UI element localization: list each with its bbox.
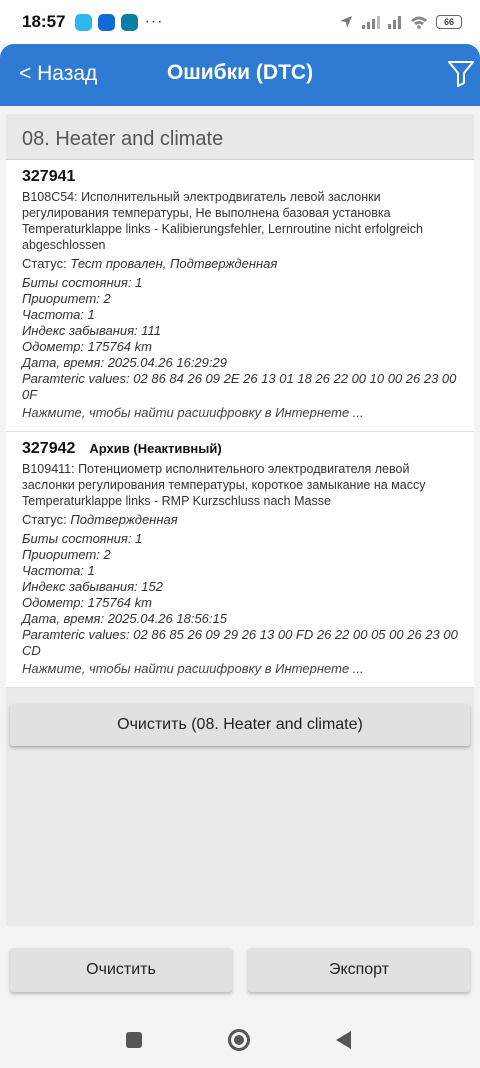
error-datetime: Дата, время: 2025.04.26 16:29:29 <box>22 355 227 370</box>
error-code: 327942 <box>22 440 76 457</box>
error-item[interactable] <box>6 160 474 432</box>
page-title: Ошибки (DTC) <box>166 61 314 84</box>
export-button[interactable]: Экспорт <box>248 948 470 992</box>
clear-button[interactable]: Очистить <box>10 948 232 992</box>
status-bar <box>0 0 480 44</box>
module-section-header: 08. Heater and climate <box>6 114 474 160</box>
back-button[interactable]: < Назад <box>19 62 98 85</box>
archive-badge: Архив (Неактивный) <box>89 441 222 456</box>
error-frequency: Частота: 1 <box>22 307 95 322</box>
signal-icon <box>362 15 380 29</box>
error-code: 327941 <box>22 168 76 185</box>
error-state-bits: Биты состояния: 1 <box>22 531 143 546</box>
error-priority: Приоритет: 2 <box>22 547 111 562</box>
error-priority: Приоритет: 2 <box>22 291 111 306</box>
status-time: 18:57 <box>22 12 66 31</box>
error-forget-index: Индекс забывания: 152 <box>22 579 163 594</box>
error-description: B108C54: Исполнительный электродвигатель левой заслонки регулирования температуры, Не выполнена базовая установка Temperaturklappe links - Kalibierungsfehler, Lernroutine nicht erfolgreich abgeschlossen <box>22 190 423 252</box>
error-frequency: Частота: 1 <box>22 563 95 578</box>
app-notification-icon <box>98 14 115 31</box>
notification-icons <box>75 14 138 31</box>
app-notification-icon <box>75 14 92 31</box>
filter-icon[interactable] <box>446 58 476 88</box>
battery-icon: 66 <box>436 15 462 29</box>
dtc-list-panel <box>6 114 474 926</box>
status-value: Подтвержденная <box>70 512 178 527</box>
signal-2-icon <box>388 15 402 29</box>
search-online-link[interactable]: Нажмите, чтобы найти расшифровку в Интернете ... <box>22 405 364 420</box>
app-notification-icon <box>121 14 138 31</box>
wifi-icon <box>410 15 428 29</box>
recent-apps-icon[interactable] <box>126 1032 142 1048</box>
error-status <box>22 512 458 528</box>
search-online-link[interactable]: Нажмите, чтобы найти расшифровку в Интернете ... <box>22 661 364 676</box>
more-notifications-icon: ··· <box>144 13 164 30</box>
app-bar <box>0 44 480 106</box>
home-icon[interactable] <box>228 1029 250 1051</box>
error-parametric-values: Paramteric values: 02 86 84 26 09 2E 26 13 01 18 26 22 00 10 00 26 23 00 0F <box>22 371 457 402</box>
error-item[interactable] <box>6 432 474 688</box>
error-state-bits: Биты состояния: 1 <box>22 275 143 290</box>
error-datetime: Дата, время: 2025.04.26 18:56:15 <box>22 611 227 626</box>
error-forget-index: Индекс забывания: 111 <box>22 323 162 338</box>
error-odometer: Одометр: 175764 km <box>22 339 152 354</box>
error-status <box>22 256 458 272</box>
error-description: B109411: Потенциометр исполнительного электродвигателя левой заслонки регулирования температуры, короткое замыкание на массу Temperaturklappe links - RMP Kurzschluss nach Masse <box>22 462 426 508</box>
error-odometer: Одометр: 175764 km <box>22 595 152 610</box>
back-nav-icon[interactable] <box>336 1031 351 1049</box>
error-parametric-values: Paramteric values: 02 86 85 26 09 29 26 13 00 FD 26 22 00 05 00 26 23 00 CD <box>22 627 458 658</box>
system-nav-bar <box>0 1010 480 1068</box>
status-label: Статус: <box>22 512 67 527</box>
clear-module-button[interactable]: Очистить (08. Heater and climate) <box>10 704 470 746</box>
status-label: Статус: <box>22 256 67 271</box>
location-icon <box>338 14 354 30</box>
status-value: Тест провален, Подтвержденная <box>70 256 278 271</box>
